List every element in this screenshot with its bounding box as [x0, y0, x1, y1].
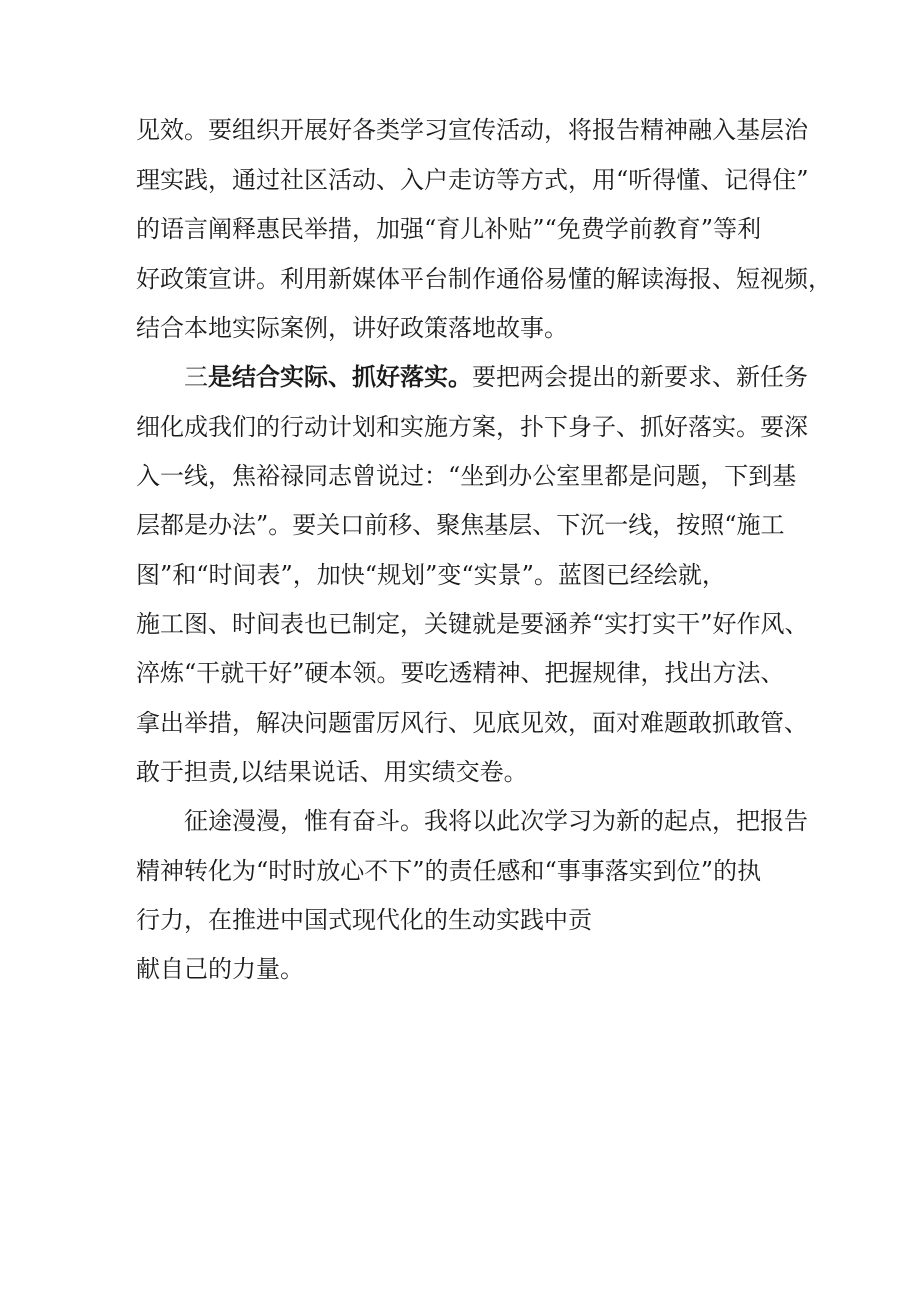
paragraph-2-line-1-rest: 要把两会提出的新要求、新任务	[472, 363, 808, 391]
paragraph-2-line-8: 拿出举措，解决问题雷厉风行、见底见效，面对难题敢抓敢管、	[136, 709, 808, 737]
paragraph-1-line-3: 的语言阐释惠民举措，加强“育儿补贴”“免费学前教育”等利	[136, 215, 762, 243]
paragraph-3-line-4: 献自己的力量。	[136, 955, 304, 983]
paragraph-2-lead-plain: 三	[184, 363, 208, 391]
paragraph-2-line-4: 层都是办法”。要关口前移、聚焦基层、下沉一线，按照“施工	[136, 511, 785, 539]
paragraph-2-line-2: 细化成我们的行动计划和实施方案，扑下身子、抓好落实。要深	[136, 413, 808, 441]
paragraph-2-line-1	[184, 362, 808, 392]
paragraph-2-heading: 是结合实际、抓好落实。	[208, 362, 472, 391]
paragraph-1-line-2: 理实践，通过社区活动、入户走访等方式，用“听得懂、记得住”	[136, 166, 809, 194]
paragraph-3-line-3: 行力，在推进中国式现代化的生动实践中贡	[136, 906, 592, 934]
paragraph-2-line-6: 施工图、时间表也已制定，关键就是要涵养“实打实干”好作风、	[136, 610, 809, 638]
paragraph-3-line-1: 征途漫漫，惟有奋斗。我将以此次学习为新的起点，把报告	[184, 807, 808, 835]
paragraph-1-line-1: 见效。要组织开展好各类学习宣传活动，将报告精神融入基层治	[136, 116, 808, 144]
paragraph-3-line-2: 精神转化为“时时放心不下”的责任感和“事事落实到位”的执	[136, 857, 762, 885]
paragraph-1-line-5: 结合本地实际案例，讲好政策落地故事。	[136, 314, 568, 342]
paragraph-2-line-9: 敢于担责,以结果说话、用实绩交卷。	[136, 758, 528, 786]
paragraph-2-line-7: 淬炼“干就干好”硬本领。要吃透精神、把握规律，找出方法、	[136, 659, 785, 687]
paragraph-2-line-5: 图”和“时间表”，加快“规划”变“实景”。蓝图已经绘就，	[136, 561, 726, 589]
paragraph-1-line-4: 好政策宣讲。利用新媒体平台制作通俗易懂的解读海报、短视频，	[136, 265, 832, 293]
paragraph-2-line-3: 入一线，焦裕禄同志曾说过：“坐到办公室里都是问题，下到基	[136, 462, 797, 490]
